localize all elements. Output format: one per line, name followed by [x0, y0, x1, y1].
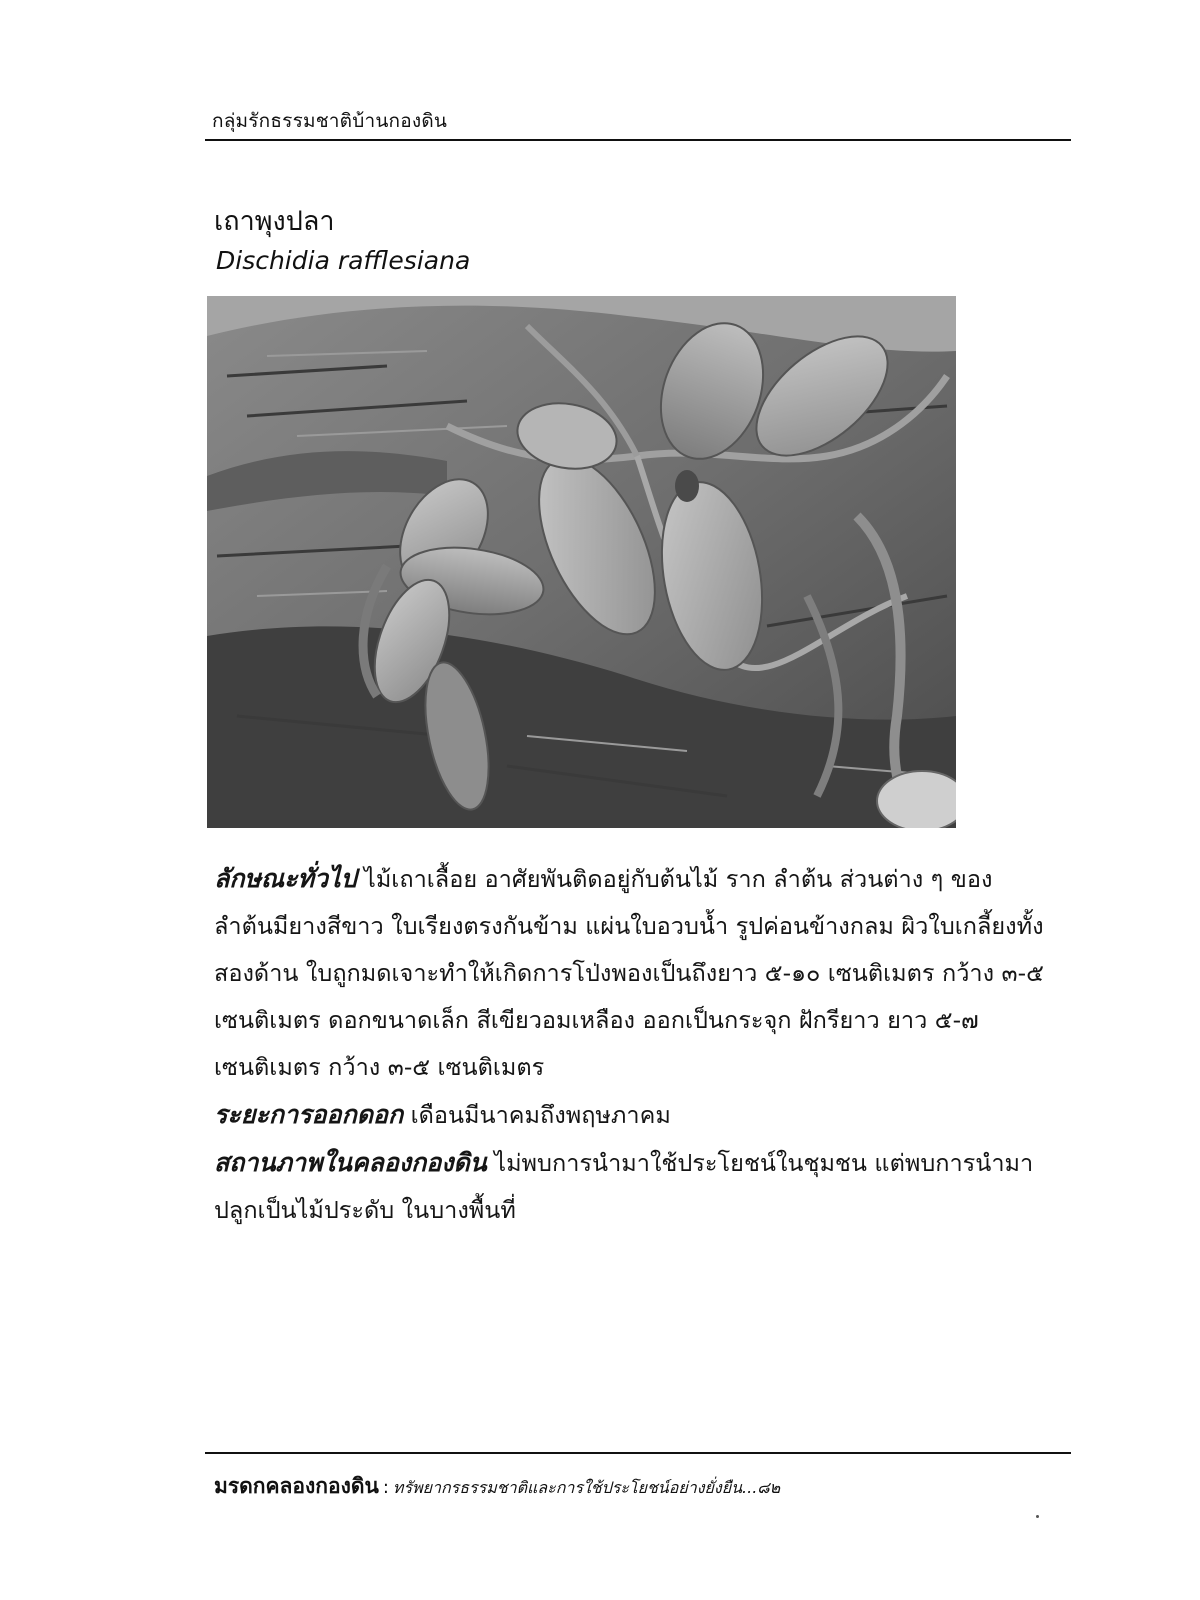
flowering-label: ระยะการออกดอก [214, 1100, 404, 1129]
flowering-paragraph [214, 1091, 1044, 1139]
status-text: ไม่พบการนำมาใช้ประโยชน์ในชุมชน แต่พบการนำมาปลูกเป็นไม้ประดับ ในบางพื้นที่ [214, 1149, 1034, 1224]
plant-name-scientific: Dischidia rafflesiana [216, 246, 471, 275]
footer-subtitle: ทรัพยากรธรรมชาติและการใช้ประโยชน์อย่างยั่งยืน...๘๒ [392, 1478, 781, 1497]
plant-name-thai: เถาพุงปลา [214, 206, 335, 237]
header-divider [205, 139, 1071, 141]
general-label: ลักษณะทั่วไป [214, 864, 357, 893]
running-footer [214, 1470, 780, 1503]
flowering-text: เดือนมีนาคมถึงพฤษภาคม [403, 1101, 671, 1129]
scan-speck [1036, 1515, 1039, 1518]
footer-title: มรดกคลองกองดิน [214, 1474, 379, 1498]
footer-separator: : [382, 1477, 389, 1498]
running-header: กลุ่มรักธรรมชาติบ้านกองดิน [212, 110, 448, 132]
general-paragraph [214, 855, 1044, 1091]
description-body [214, 855, 1044, 1234]
status-paragraph [214, 1139, 1044, 1234]
plant-photo [207, 296, 956, 828]
footer-divider [205, 1452, 1071, 1454]
general-text: ไม้เถาเลื้อย อาศัยพันติดอยู่กับต้นไม้ ราก ลำต้น ส่วนต่าง ๆ ของลำต้นมียางสีขาว ใบเรียงตรงกันข้าม แผ่นใบอวบน้ำ รูปค่อนข้างกลม ผิวใบเกลี้ยงทั้งสองด้าน ใบถูกมดเจาะทำให้เกิดการโป่งพองเป็นถึงยาว ๕-๑๐ เซนติเมตร กว้าง ๓-๕ เซนติเมตร ดอกขนาดเล็ก สีเขียวอมเหลือง ออกเป็นกระจุก ฝักรียาว ยาว ๕-๗ เซนติเมตร กว้าง ๓-๕ เซนติเมตร [214, 865, 1044, 1081]
status-label: สถานภาพในคลองกองดิน [214, 1148, 487, 1177]
